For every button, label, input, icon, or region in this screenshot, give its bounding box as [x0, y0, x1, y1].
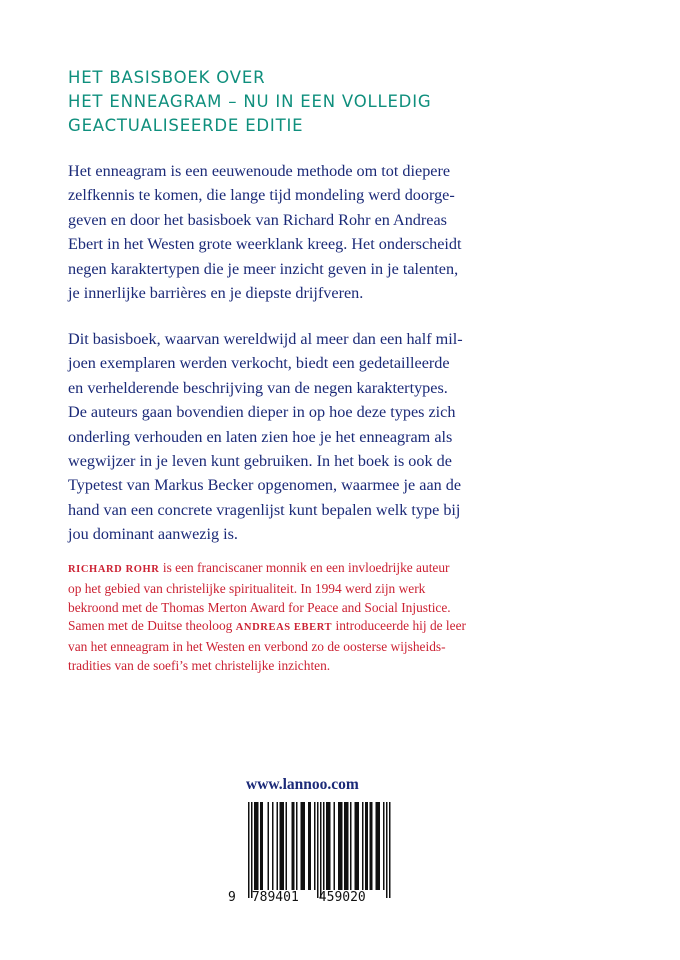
barcode-bar: [355, 802, 357, 890]
barcode-bar: [254, 802, 256, 890]
barcode-guard-bar: [317, 802, 319, 898]
headline: [68, 66, 628, 138]
headline-line: HET ENNEAGRAM – NU IN EEN VOLLEDIG: [68, 92, 432, 111]
paragraph-line: jou dominant aanwezig is.: [68, 525, 238, 544]
isbn-number: [228, 890, 428, 905]
barcode-bar: [334, 802, 336, 890]
barcode-bar: [296, 802, 298, 890]
barcode-bar: [256, 802, 258, 890]
barcode-bar: [362, 802, 364, 890]
description-paragraph-2: [68, 327, 628, 547]
headline-line: GEACTUALISEERDE EDITIE: [68, 116, 304, 135]
barcode-bar: [260, 802, 262, 890]
paragraph-line: Ebert in het Westen grote weerklank kreeg. Het onderscheidt: [68, 235, 462, 254]
barcode-bar: [379, 802, 381, 890]
paragraph-line: geven en door het basisboek van Richard Rohr en Andreas: [68, 210, 447, 229]
barcode-bar: [377, 802, 379, 890]
bio-text: Samen met de Duitse theoloog: [68, 618, 236, 634]
barcode-bars: [236, 802, 396, 902]
barcode-bar: [257, 802, 259, 890]
paragraph-line: Typetest van Markus Becker opgenomen, waarmee je aan de: [68, 476, 462, 495]
barcode-bar: [367, 802, 369, 890]
barcode-guard-bar: [389, 802, 391, 898]
barcode-bar: [344, 802, 346, 890]
bio-line: tradities van de soefi’s met christelijke inzichten.: [68, 657, 331, 673]
paragraph-line: Het enneagram is een eeuwenoude methode om tot diepere: [68, 162, 451, 180]
barcode-bar: [340, 802, 342, 890]
barcode-bar: [356, 802, 358, 890]
barcode-bar: [292, 802, 294, 890]
bio-line: [68, 617, 638, 638]
barcode-bar: [370, 802, 372, 890]
barcode-bar: [328, 802, 330, 890]
barcode-bar: [272, 802, 274, 890]
author-bio: [68, 559, 638, 676]
barcode-bar: [341, 802, 343, 890]
paragraph-line: hand van een concrete vragenlijst kunt bepalen welk type bij: [68, 500, 461, 519]
barcode-guard-bar: [251, 802, 253, 898]
barcode-bar: [350, 802, 352, 890]
barcode-bar: [277, 802, 279, 890]
barcode-bar: [268, 802, 270, 890]
isbn-right-group: 459020: [318, 890, 366, 905]
description-paragraph-1: [68, 159, 628, 305]
barcode-bar: [281, 802, 283, 890]
barcode-bar: [376, 802, 378, 890]
barcode-bar: [329, 802, 331, 890]
barcode-bar: [326, 802, 328, 890]
barcode-bar: [280, 802, 282, 890]
barcode-bar: [323, 802, 325, 890]
isbn-left-group: 789401: [251, 890, 299, 905]
barcode-bar: [310, 802, 312, 890]
paragraph-line: wegwijzer in je leven kunt gebruiken. In het boek is ook de: [68, 452, 452, 471]
barcode-bar: [308, 802, 310, 890]
barcode-bar: [338, 802, 340, 890]
bio-text: is een franciscaner monnik en een invloedrijke auteur: [159, 560, 450, 575]
isbn-first-digit: 9: [228, 890, 236, 905]
paragraph-line: Dit basisboek, waarvan wereldwijd al meer dan een half mil-: [68, 330, 463, 348]
barcode-guard-bar: [386, 802, 388, 898]
paragraph-line: De auteurs gaan bovendien dieper in op hoe deze types zich: [68, 403, 456, 422]
paragraph-line: negen karaktertypen die je meer inzicht geven in je talenten,: [68, 259, 459, 278]
barcode-bar: [286, 802, 288, 890]
barcode-bar: [358, 802, 360, 890]
barcode-bar: [365, 802, 367, 890]
bio-line: [68, 559, 638, 580]
barcode-bar: [262, 802, 264, 890]
bio-line: op het gebied van christelijke spiritualiteit. In 1994 werd zijn werk: [68, 580, 426, 596]
barcode-bar: [347, 802, 349, 890]
author-name-rohr: RICHARD ROHR: [68, 564, 160, 575]
barcode-bar: [293, 802, 295, 890]
paragraph-line: joen exemplaren werden verkocht, biedt een gedetailleerde: [68, 354, 450, 373]
barcode-bar: [383, 802, 385, 890]
barcode-guard-bar: [320, 802, 322, 898]
paragraph-line: onderling verhouden en laten zien hoe je het enneagram als: [68, 427, 453, 446]
paragraph-line: en verhelderende beschrijving van de negen karaktertypes.: [68, 378, 448, 397]
barcode-bar: [302, 802, 304, 890]
barcode-bar: [304, 802, 306, 890]
paragraph-line: zelfkennis te komen, die lange tijd mondeling werd doorge-: [68, 186, 455, 205]
barcode-bar: [283, 802, 285, 890]
barcode-bar: [314, 802, 316, 890]
barcode-guard-bar: [248, 802, 250, 898]
publisher-url[interactable]: www.lannoo.com: [246, 776, 359, 793]
barcode-bar: [301, 802, 303, 890]
barcode-bar: [371, 802, 373, 890]
bio-line: bekroond met de Thomas Merton Award for Peace and Social Injustice.: [68, 599, 451, 615]
bio-line: van het enneagram in het Westen en verbond zo de oosterse wijsheids-: [68, 639, 446, 655]
barcode-bar: [346, 802, 348, 890]
author-name-ebert: ANDREAS EBERT: [235, 622, 333, 634]
headline-line: HET BASISBOEK OVER: [68, 68, 266, 87]
paragraph-line: je innerlijke barrières en je diepste drijfveren.: [68, 284, 364, 303]
bio-text: introduceerde hij de leer: [332, 618, 466, 634]
